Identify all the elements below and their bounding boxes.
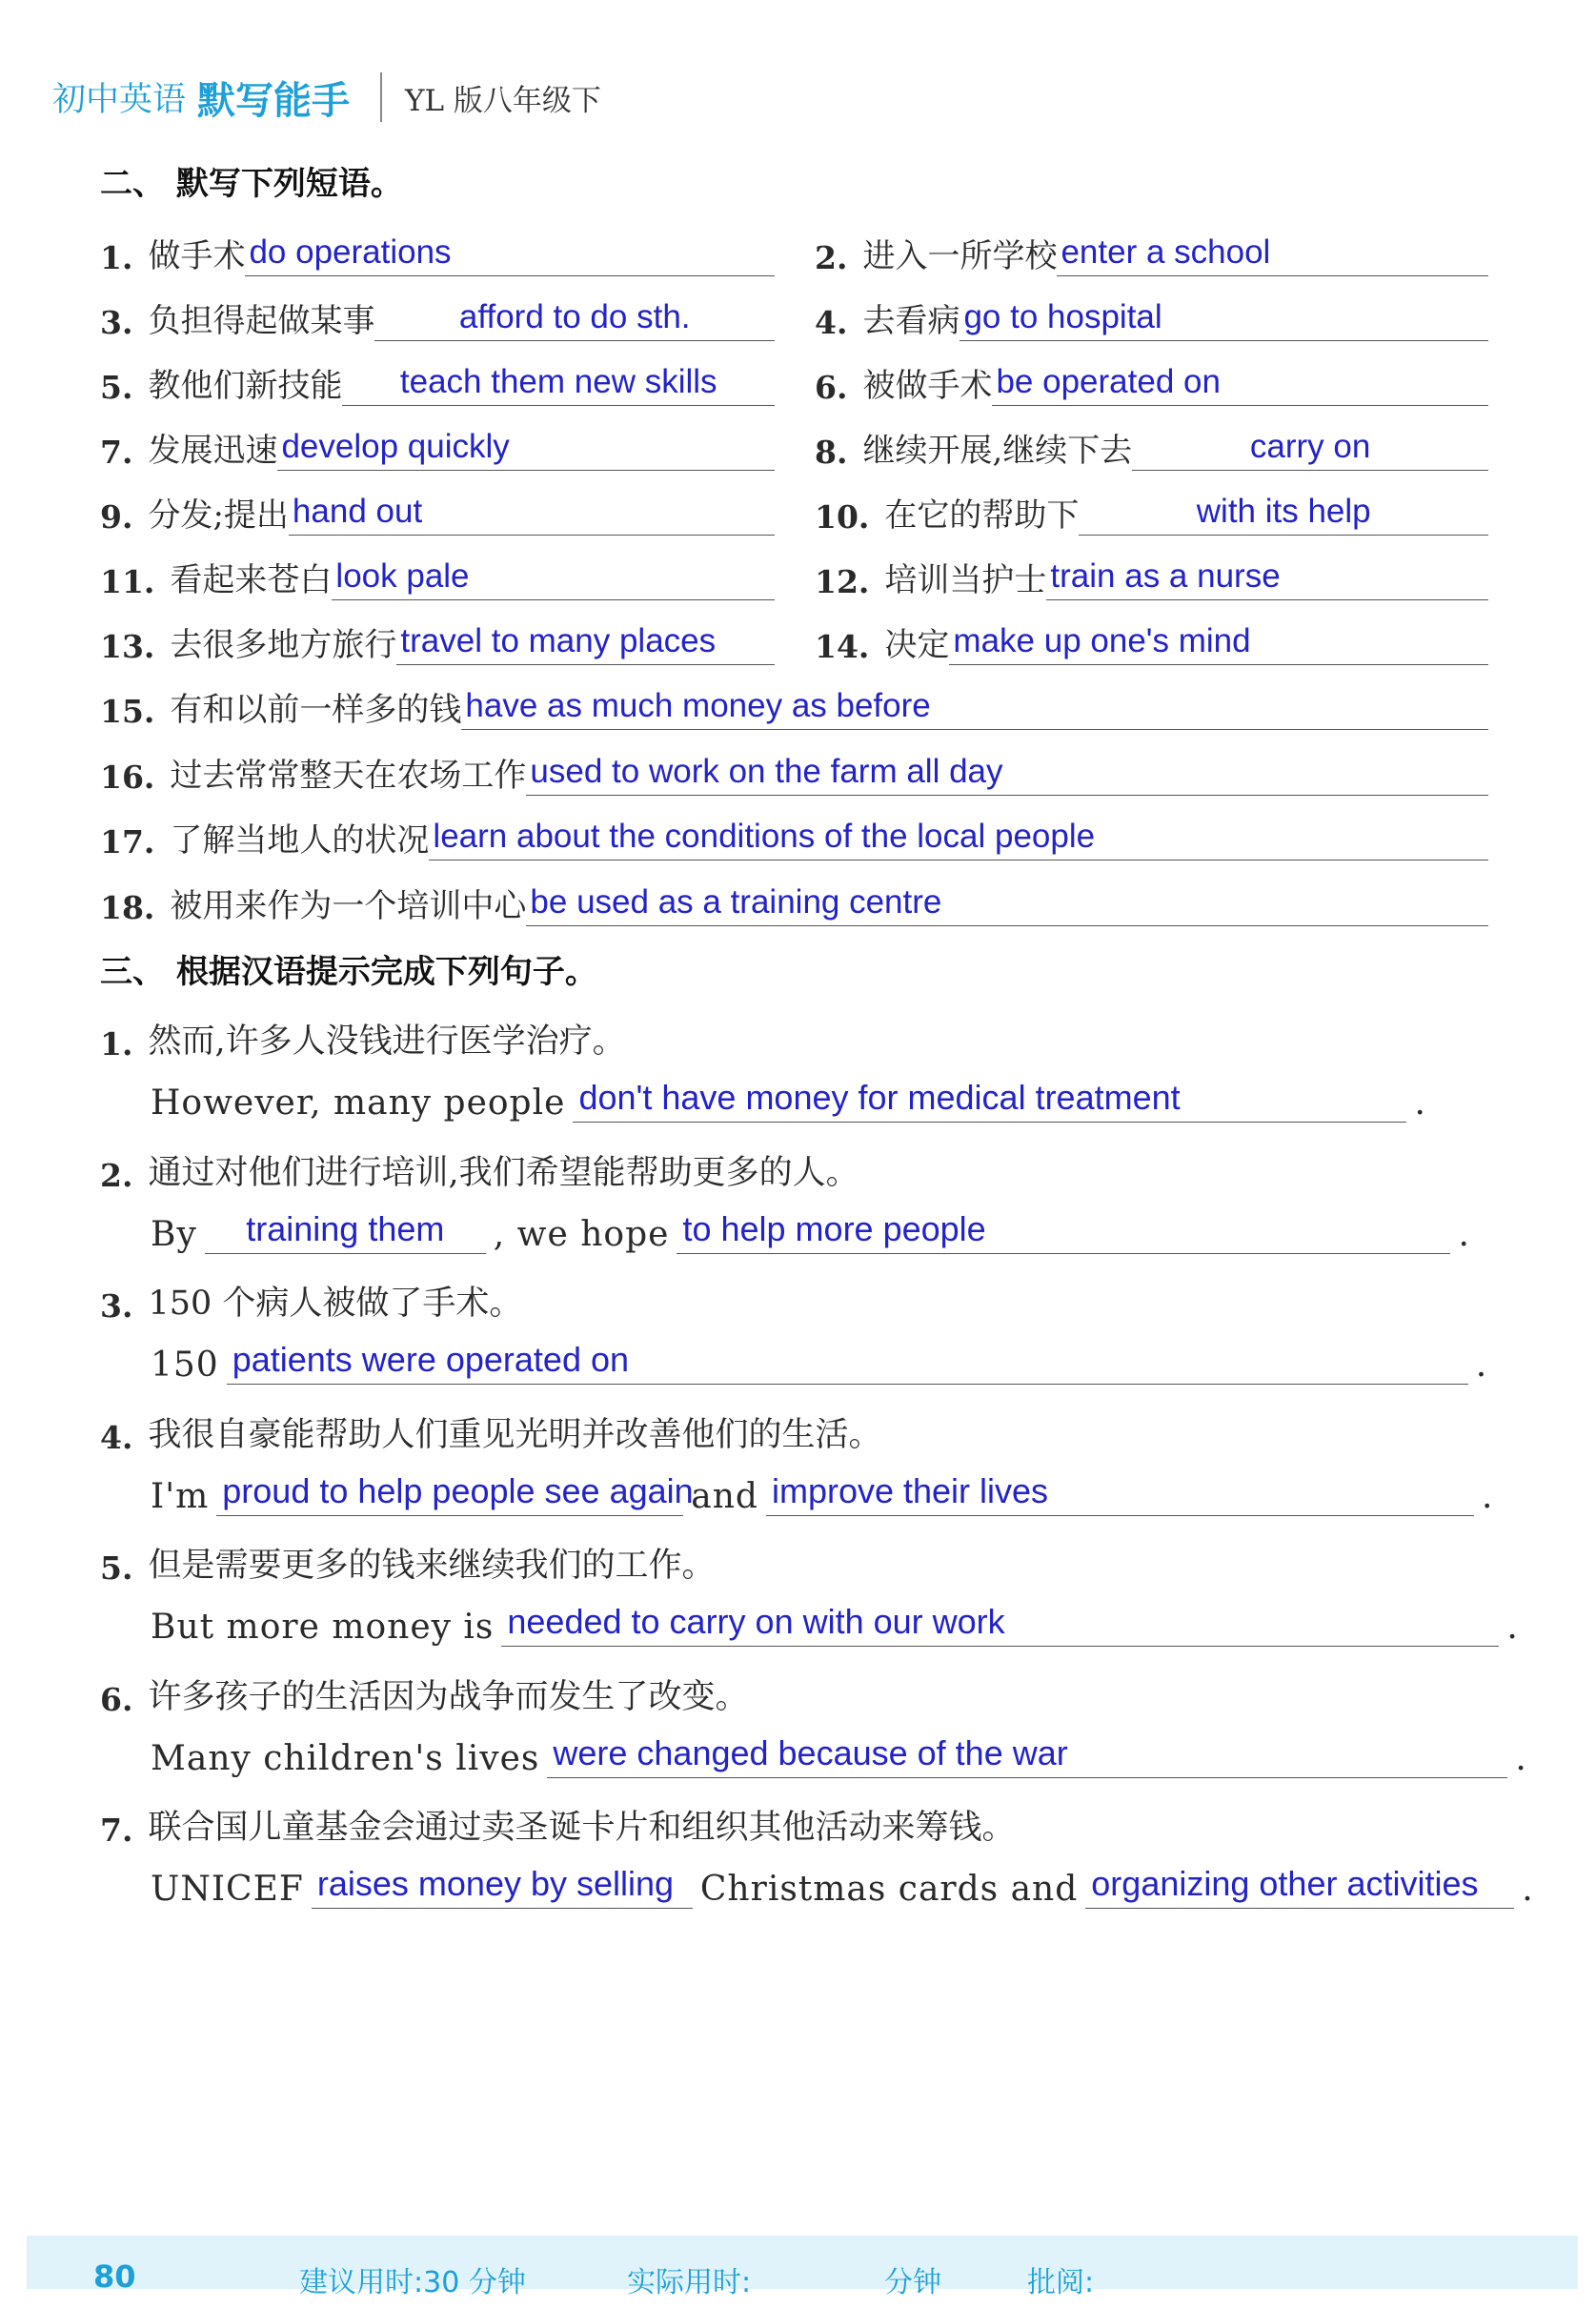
sentence-prompt [100,1005,626,1063]
english-sentence [151,1852,1533,1909]
answer-blank [1046,550,1488,600]
edition-label: YL 版八年级下 [405,83,601,118]
sentence-period: . [1481,1477,1493,1516]
answer-blank [547,1726,1507,1778]
answer-blank [949,615,1488,665]
english-sentence [151,1197,1469,1254]
answer-blank [332,550,775,600]
chinese-prompt: 被用来作为一个培训中心 [170,887,527,925]
sentence-prompt [100,1792,1015,1849]
answer-blank [526,745,1488,796]
sentence-text: and [691,1477,758,1516]
section-3-title: 三、 根据汉语提示完成下列句子。 [100,953,597,991]
item-number: 10. [815,498,870,536]
sentence-period: . [1414,1083,1425,1123]
chinese-sentence: 但是需要更多的钱来继续我们的工作。 [148,1547,716,1585]
english-sentence [151,1589,1518,1647]
english-sentence [151,1327,1486,1385]
handwritten-answer: be operated on [996,363,1221,400]
page-footer [27,2236,1578,2299]
answer-blank [429,810,1488,860]
answer-blank [396,615,775,665]
answer-blank [1079,485,1488,536]
english-sentence [151,1459,1492,1516]
chinese-sentence: 然而,许多人没钱进行医学治疗。 [148,1022,626,1061]
sentence-prompt [100,1529,715,1587]
page-header [52,69,601,126]
item-number: 3. [100,304,133,341]
handwritten-answer: go to hospital [963,298,1162,335]
answer-blank [573,1070,1406,1123]
sentence-text: Many children's lives [151,1739,540,1778]
handwritten-answer: train as a nurse [1050,557,1281,595]
item-number: 1. [100,239,133,276]
chinese-prompt: 了解当地人的状况 [170,821,430,860]
series-name: 初中英语 [52,81,187,119]
handwritten-answer: raises money by selling [316,1864,675,1903]
item-number: 14. [815,628,870,665]
sentence-period: . [1458,1215,1469,1254]
answer-blank [960,291,1488,341]
chinese-prompt: 教他们新技能 [148,367,343,405]
phrase-item [100,869,1488,926]
phrase-item [815,284,1488,341]
answer-blank [1132,420,1488,471]
answer-blank [216,1464,694,1516]
handwritten-answer: make up one's mind [953,622,1251,659]
english-sentence [151,1721,1526,1778]
minutes-label: 分钟 [884,2266,941,2299]
item-number: 5. [100,1549,133,1587]
item-number: 2. [815,239,848,276]
phrase-item [815,349,1488,406]
sentence-period: . [1522,1870,1533,1909]
phrase-item [100,608,775,665]
chinese-prompt: 发展迅速 [148,432,278,470]
handwritten-answer: teach them new skills [399,363,717,400]
handwritten-answer: to help more people [682,1209,986,1248]
page-number: 80 [93,2258,136,2295]
phrase-item [815,219,1488,276]
phrase-item [100,739,1488,796]
phrase-item [100,219,775,276]
sentence-text: However, many people [151,1083,566,1123]
answer-blank [1085,1856,1514,1909]
handwritten-answer: learn about the conditions of the local people [433,818,1096,855]
item-number: 6. [815,369,848,406]
phrase-item [100,673,1488,730]
answer-blank [342,355,775,406]
phrase-item [100,284,775,341]
handwritten-answer: with its help [1196,493,1371,530]
item-number: 6. [100,1681,133,1718]
chinese-prompt: 决定 [884,626,950,664]
item-number: 2. [100,1157,133,1194]
sentence-text: I'm [151,1477,210,1516]
answer-blank [205,1202,486,1254]
phrase-item [100,349,775,406]
review-label: 批阅: [1027,2266,1095,2299]
sentence-text: Christmas cards and [699,1870,1079,1909]
answer-blank [677,1202,1450,1254]
actual-time-label: 实际用时: [627,2266,752,2299]
chinese-sentence: 150 个病人被做了手术。 [148,1285,523,1323]
phrase-item [100,543,775,600]
sentence-period: . [1515,1739,1526,1778]
handwritten-answer: improve their lives [771,1471,1049,1510]
item-number: 4. [100,1419,133,1456]
handwritten-answer: patients were operated on [232,1340,630,1379]
handwritten-answer: don't have money for medical treatment [578,1078,1181,1117]
item-number: 8. [815,434,848,471]
answer-blank [245,226,775,276]
item-number: 7. [100,1812,133,1849]
sentence-prompt [100,1399,881,1456]
sentence-text: UNICEF [151,1870,304,1909]
item-number: 15. [100,693,155,730]
item-number: 17. [100,823,155,860]
chinese-prompt: 看起来苍白 [170,561,333,599]
handwritten-answer: enter a school [1061,233,1271,271]
header-divider [380,72,382,122]
answer-blank [374,291,775,341]
phrase-item [100,478,775,536]
item-number: 12. [815,563,870,600]
handwritten-answer: have as much money as before [465,687,931,724]
sentence-period: . [1475,1346,1487,1385]
chinese-prompt: 培训当护士 [884,561,1047,599]
phrase-item [815,478,1488,536]
phrase-item [100,803,1488,860]
chinese-prompt: 负担得起做某事 [148,302,375,340]
item-number: 16. [100,759,155,796]
answer-blank [501,1594,1499,1647]
english-sentence [151,1065,1425,1123]
sentence-text: , we hope [493,1215,670,1254]
chinese-sentence: 通过对他们进行培训,我们希望能帮助更多的人。 [148,1154,859,1192]
answer-blank [526,876,1488,926]
item-number: 4. [815,304,848,341]
handwritten-answer: do operations [249,233,452,271]
answer-blank [289,485,775,536]
sentence-period: . [1506,1608,1518,1647]
handwritten-answer: proud to help people see again [222,1471,694,1510]
phrase-item [815,608,1488,665]
item-number: 9. [100,498,133,536]
chinese-prompt: 继续开展,继续下去 [862,432,1133,470]
handwritten-answer: training them [246,1209,445,1248]
answer-blank [312,1856,693,1909]
chinese-prompt: 去看病 [862,302,960,340]
answer-blank [461,679,1488,730]
chinese-prompt: 去很多地方旅行 [170,626,397,664]
sentence-prompt [100,1267,522,1325]
sentence-text: By [151,1215,197,1254]
sentence-text: But more money is [151,1608,495,1647]
answer-blank [992,355,1488,406]
item-number: 7. [100,434,133,471]
handwritten-answer: develop quickly [281,428,510,465]
answer-blank [766,1464,1474,1516]
handwritten-answer: look pale [335,557,470,595]
chinese-prompt: 进入一所学校 [862,237,1058,275]
handwritten-answer: organizing other activities [1091,1864,1479,1903]
handwritten-answer: travel to many places [400,622,717,659]
suggested-time: 建议用时:30 分钟 [299,2266,526,2299]
chinese-sentence: 我很自豪能帮助人们重见光明并改善他们的生活。 [148,1416,882,1454]
handwritten-answer: be used as a training centre [530,883,942,921]
chinese-sentence: 联合国儿童基金会通过卖圣诞卡片和组织其他活动来筹钱。 [148,1809,1016,1847]
chinese-prompt: 在它的帮助下 [884,496,1080,535]
item-number: 5. [100,369,133,406]
item-number: 1. [100,1025,133,1063]
handwritten-answer: carry on [1249,428,1371,465]
chinese-prompt: 做手术 [148,237,246,275]
handwritten-answer: used to work on the farm all day [530,753,1003,790]
chinese-sentence: 许多孩子的生活因为战争而发生了改变。 [148,1678,749,1716]
chinese-prompt: 有和以前一样多的钱 [170,691,462,729]
answer-blank [277,420,775,471]
sentence-prompt [100,1661,748,1718]
chinese-prompt: 过去常常整天在农场工作 [170,757,527,795]
answer-blank [1057,226,1488,276]
section-2-title: 二、 默写下列短语。 [100,165,403,203]
answer-blank [227,1332,1468,1385]
handwritten-answer: needed to carry on with our work [507,1602,1005,1641]
phrase-item [815,543,1488,600]
phrase-item [815,414,1488,471]
handwritten-answer: were changed because of the war [553,1733,1068,1772]
chinese-prompt: 被做手术 [862,367,993,405]
chinese-prompt: 分发;提出 [148,496,289,535]
sentence-text: 150 [151,1346,219,1385]
item-number: 18. [100,889,155,926]
item-number: 11. [100,563,155,600]
handwritten-answer: hand out [292,493,423,530]
book-title: 默写能手 [197,78,351,123]
handwritten-answer: afford to do sth. [458,298,691,335]
item-number: 13. [100,628,155,665]
item-number: 3. [100,1287,133,1325]
sentence-prompt [100,1137,859,1194]
phrase-item [100,414,775,471]
